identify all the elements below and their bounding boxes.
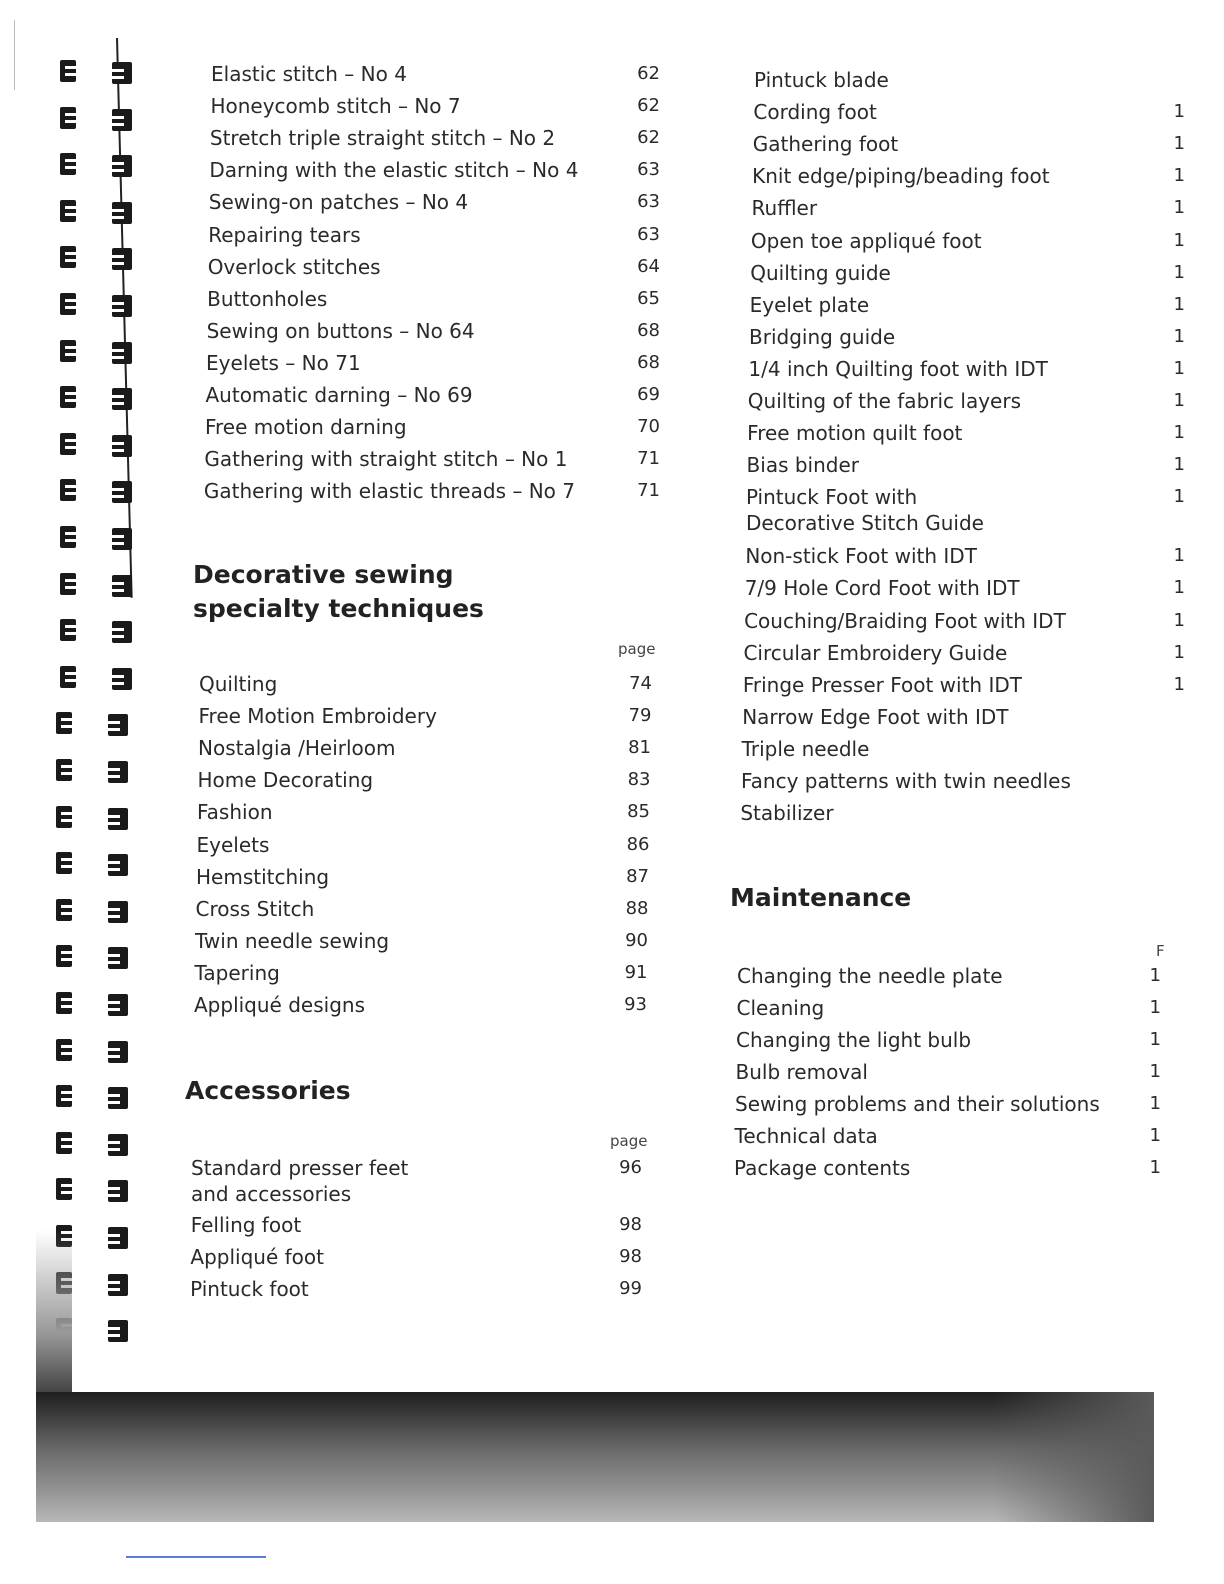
- toc-entry-page: 99: [619, 1278, 642, 1299]
- toc-entry-title: Bias binder: [746, 453, 860, 478]
- binding-coil: [14, 802, 132, 836]
- toc-entry-title: Triple needle: [741, 736, 870, 761]
- toc-entry-page: 1: [1173, 390, 1185, 411]
- toc-entry-page: 62: [637, 127, 660, 149]
- accessories-page-label: page: [610, 1132, 648, 1150]
- toc-entry-page: 63: [637, 191, 660, 213]
- spine-shadow: [36, 1230, 72, 1400]
- toc-entry-title: Sewing-on patches – No 4: [208, 190, 469, 215]
- accessories-heading: Accessories: [185, 1076, 351, 1105]
- toc-entry-title: Free motion darning: [204, 415, 407, 440]
- toc-entry-title: Technical data: [734, 1124, 878, 1148]
- binding-coil: [14, 1174, 132, 1208]
- toc-entry-page: 1: [1173, 133, 1185, 155]
- toc-entry-title: Stabilizer: [740, 801, 834, 826]
- toc-entry-title: Honeycomb stitch – No 7: [210, 94, 461, 119]
- toc-entry-title: Overlock stitches: [207, 254, 381, 279]
- toc-entry-title: Buttonholes: [207, 286, 328, 311]
- toc-entry-page: 1: [1173, 261, 1185, 283]
- toc-entry-title: Darning with the elastic stitch – No 4: [209, 158, 579, 183]
- toc-entry-title: Fringe Presser Foot with IDT: [742, 672, 1022, 697]
- binding-coil: [14, 1268, 132, 1302]
- toc-entry-title: Nostalgia /Heirloom: [198, 736, 396, 761]
- binding-coil: [14, 1314, 132, 1348]
- toc-entry-title: Appliqué foot: [190, 1245, 324, 1269]
- toc-entry-page: 62: [637, 95, 660, 117]
- binding-coil: [18, 475, 136, 509]
- bottom-shadow-band: [36, 1392, 1154, 1522]
- toc-entry-title: Fashion: [197, 800, 273, 825]
- toc-entry-page: 69: [637, 384, 660, 405]
- toc-entry-page: 63: [637, 159, 660, 181]
- toc-entry-page: 87: [626, 865, 649, 887]
- toc-entry-page: 1: [1149, 1029, 1161, 1050]
- toc-entry-title: Free motion quilt foot: [747, 421, 963, 446]
- binding-coil: [14, 755, 132, 789]
- toc-entry-title: Cleaning: [736, 996, 825, 1020]
- toc-entry-page: 71: [637, 448, 660, 470]
- binding-coil: [18, 196, 136, 230]
- toc-entry-title: Quilting guide: [750, 260, 891, 285]
- toc-entry-page: 1: [1173, 673, 1185, 695]
- toc-entry-page: 1: [1173, 641, 1185, 663]
- spiral-binding: [18, 0, 148, 1400]
- blue-underline: [126, 1556, 266, 1558]
- toc-entry-page: 1: [1173, 545, 1185, 567]
- binding-coil: [14, 1128, 132, 1162]
- toc-entry-title: Knit edge/piping/beading foot: [752, 164, 1050, 189]
- binding-coil: [14, 895, 132, 929]
- toc-entry-page: 63: [637, 223, 660, 245]
- toc-entry-title: Automatic darning – No 69: [205, 383, 473, 407]
- toc-entry-title: Package contents: [734, 1156, 911, 1180]
- toc-entry-title: Hemstitching: [196, 864, 330, 889]
- binding-coil: [18, 429, 136, 463]
- toc-entry-title: Fancy patterns with twin needles: [740, 769, 1071, 793]
- decorative-page-label: page: [618, 640, 656, 658]
- toc-entry-page: 65: [637, 287, 660, 309]
- toc-entry-page: 1: [1173, 454, 1185, 476]
- toc-entry-page: 85: [627, 801, 650, 823]
- toc-entry-title: Eyelets – No 71: [206, 350, 361, 375]
- binding-coil: [18, 662, 136, 696]
- toc-entry-page: 90: [625, 929, 648, 951]
- binding-coil: [14, 1035, 132, 1069]
- toc-entry-title: Sewing problems and their solutions: [735, 1092, 1100, 1116]
- toc-entry-page: 62: [637, 63, 660, 84]
- decorative-heading: [193, 558, 484, 626]
- toc-entry-page: 81: [628, 737, 651, 759]
- toc-entry-page: 93: [624, 994, 647, 1015]
- toc-entry-title: Changing the needle plate: [737, 964, 1003, 988]
- binding-coil: [14, 941, 132, 975]
- toc-entry-title: 7/9 Hole Cord Foot with IDT: [744, 576, 1020, 601]
- toc-entry-title: Quilting of the fabric layers: [747, 389, 1021, 413]
- binding-coil: [18, 149, 136, 183]
- toc-entry-page: 1: [1149, 1061, 1161, 1082]
- toc-entry-title: Repairing tears: [208, 222, 361, 247]
- binding-coil: [14, 708, 132, 742]
- maintenance-heading: Maintenance: [730, 883, 912, 912]
- binding-coil: [18, 242, 136, 276]
- toc-entry-title: Tapering: [194, 960, 280, 985]
- toc-entry-page: 74: [629, 673, 652, 694]
- toc-entry-title: Elastic stitch – No 4: [211, 62, 407, 86]
- binding-coil: [14, 1221, 132, 1255]
- toc-entry-title: Pintuck Foot with: [745, 485, 918, 510]
- toc-entry-title-continued: and accessories: [191, 1182, 352, 1206]
- binding-coil: [14, 848, 132, 882]
- binding-coil: [18, 289, 136, 323]
- toc-entry-page: 1: [1149, 997, 1161, 1018]
- toc-entry-page: 1: [1173, 101, 1185, 123]
- toc-entry-page: 68: [637, 351, 660, 373]
- maintenance-page-label: F: [1156, 942, 1165, 960]
- toc-entry-page: 91: [624, 961, 648, 983]
- toc-entry-title: Couching/Braiding Foot with IDT: [744, 608, 1066, 633]
- binding-coil: [18, 569, 136, 603]
- binding-coil: [18, 382, 136, 416]
- decorative-heading-line2: specialty techniques: [193, 594, 484, 623]
- toc-entry-title: Quilting: [199, 672, 278, 696]
- binding-coil: [14, 988, 132, 1022]
- toc-entry-title: Bulb removal: [735, 1060, 868, 1084]
- toc-entry-title: Changing the light bulb: [736, 1028, 972, 1052]
- toc-entry-title: Cross Stitch: [195, 896, 315, 921]
- decorative-heading-line1: Decorative sewing: [193, 560, 454, 589]
- page-edge-line: [14, 20, 15, 90]
- binding-coil: [18, 336, 136, 370]
- toc-entry-page: 70: [637, 416, 660, 438]
- toc-entry-title: Standard presser feet: [191, 1156, 409, 1180]
- binding-coil: [18, 103, 136, 137]
- toc-entry-page: 64: [637, 255, 660, 277]
- toc-entry-title: Home Decorating: [197, 768, 374, 793]
- toc-entry-title: Pintuck foot: [190, 1277, 309, 1301]
- toc-entry-title: 1/4 inch Quilting foot with IDT: [748, 356, 1048, 381]
- toc-entry-page: 1: [1173, 357, 1185, 379]
- toc-entry-page: 79: [628, 705, 652, 727]
- toc-entry-title: Sewing on buttons – No 64: [206, 318, 475, 343]
- toc-entry-title: Felling foot: [190, 1213, 302, 1237]
- toc-entry-title: Twin needle sewing: [195, 928, 390, 953]
- toc-entry-page: 1: [1149, 1157, 1161, 1178]
- toc-entry-page: 71: [637, 480, 660, 502]
- toc-entry-page: 83: [627, 769, 651, 791]
- toc-entry-title: Bridging guide: [749, 324, 896, 349]
- toc-entry-page: 1: [1173, 165, 1185, 187]
- toc-entry-title: Pintuck blade: [754, 68, 889, 92]
- toc-entry-page: 98: [619, 1214, 642, 1235]
- toc-entry-title: Cording foot: [753, 100, 877, 125]
- toc-entry-page: 96: [619, 1157, 642, 1178]
- toc-entry-page: 68: [637, 319, 660, 341]
- toc-entry-page: 1: [1173, 197, 1185, 219]
- toc-entry-page: 1: [1173, 422, 1185, 444]
- toc-entry-title: Eyelet plate: [749, 292, 870, 317]
- toc-entry-page: 1: [1149, 1093, 1161, 1114]
- toc-entry-page: 1: [1173, 293, 1185, 315]
- toc-entry-page: 1: [1173, 325, 1185, 347]
- toc-entry-title: Appliqué designs: [194, 993, 365, 1017]
- binding-coil: [18, 56, 136, 90]
- toc-entry-page: 98: [619, 1246, 642, 1267]
- toc-entry-page: 86: [626, 833, 650, 855]
- toc-entry-title: Circular Embroidery Guide: [743, 640, 1008, 665]
- toc-entry-page: 88: [625, 897, 649, 919]
- toc-entry-page: 1: [1149, 965, 1161, 986]
- toc-entry-title: Stretch triple straight stitch – No 2: [209, 126, 556, 151]
- toc-entry-title-continued: Decorative Stitch Guide: [745, 511, 984, 536]
- binding-coil: [18, 615, 136, 649]
- toc-entry-title: Narrow Edge Foot with IDT: [742, 704, 1009, 729]
- toc-entry-title: Gathering foot: [752, 132, 899, 157]
- toc-entry-page: 1: [1173, 229, 1185, 251]
- toc-entry-title: Non-stick Foot with IDT: [745, 544, 977, 569]
- toc-entry-title: Gathering with straight stitch – No 1: [204, 447, 568, 472]
- toc-entry-title: Eyelets: [196, 832, 270, 857]
- toc-entry-page: 1: [1173, 486, 1185, 508]
- toc-entry-page: 1: [1173, 609, 1185, 631]
- binding-coil: [18, 522, 136, 556]
- toc-entry-title: Ruffler: [751, 196, 818, 221]
- binding-coil: [14, 1081, 132, 1115]
- toc-entry-title: Free Motion Embroidery: [198, 704, 437, 729]
- toc-entry-page: 1: [1173, 577, 1185, 599]
- toc-entry-page: 1: [1149, 1125, 1161, 1146]
- toc-entry-title: Gathering with elastic threads – No 7: [203, 479, 575, 504]
- toc-entry-title: Open toe appliqué foot: [750, 228, 982, 253]
